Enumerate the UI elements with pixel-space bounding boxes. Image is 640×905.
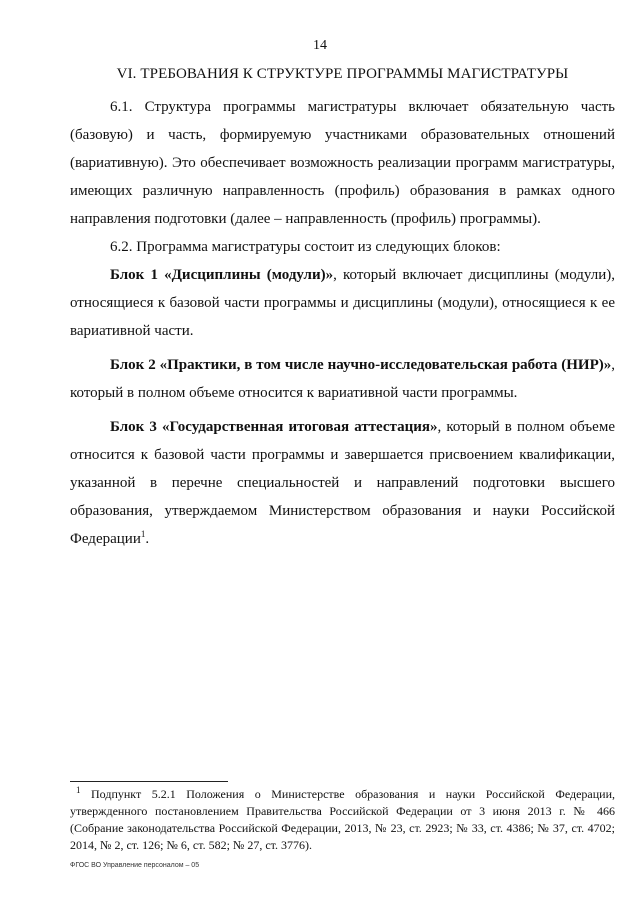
block-3-end: . [145,531,150,547]
paragraph-block-3 [70,413,615,553]
block-1-title: Блок 1 «Дисциплины (модули)» [110,267,334,283]
footnote [70,786,615,854]
footnote-reference[interactable]: 1 [140,529,146,539]
page-number: 14 [313,38,327,53]
footnote-text: Подпункт 5.2.1 Положения о Министерстве образования и науки Российской Федерации, утвержденного постановлением Правительства Российской Федерации от 3 июня 2013 г. № 466 (Собрание законодательства Российской Федерации, 2013, № 23, ст. 2923; № 33, ст. 4386; № 37, ст. 4702; 2014, № 2, ст. 126; № 6, ст. 582; № 27, ст. 3776). [70,787,616,852]
body-text [70,93,615,553]
block-2-text: , который в полном объеме относится к вариативной части программы. [70,357,615,401]
paragraph-block-2 [70,351,615,407]
block-2-title: Блок 2 «Практики, в том числе научно-исследовательская работа (НИР)» [110,357,612,373]
paragraph-6-2: 6.2. Программа магистратуры состоит из следующих блоков: [110,239,501,255]
footnote-divider [70,781,228,782]
footer-stamp: ФГОС ВО Управление персоналом – 05 [70,862,200,869]
paragraph-block-1 [70,261,615,345]
block-1-text: , который включает дисциплины (модули), относящиеся к базовой части программы и дисциплины (модули), относящиеся к ее вариативной части. [70,267,616,339]
footnote-marker: 1 [76,785,81,795]
block-3-title: Блок 3 «Государственная итоговая аттестация» [110,419,438,435]
paragraph-6-1: 6.1. Структура программы магистратуры включает обязательную часть (базовую) и часть, формируемую участниками образовательных отношений (вариативную). Это обеспечивает возможность реализации программ магистратуры, имеющих различную направленность (профиль) образования в рамках одного направления подготовки (далее – направленность (профиль) программы). [70,99,615,227]
section-title: VI. ТРЕБОВАНИЯ К СТРУКТУРЕ ПРОГРАММЫ МАГИСТРАТУРЫ [116,66,569,82]
block-3-text: , который в полном объеме относится к базовой части программы и завершается присвоением квалификации, указанной в перечне специальностей и направлений подготовки высшего образования, утверждаемом Министерством образования и науки Российской Федерации [70,419,615,547]
